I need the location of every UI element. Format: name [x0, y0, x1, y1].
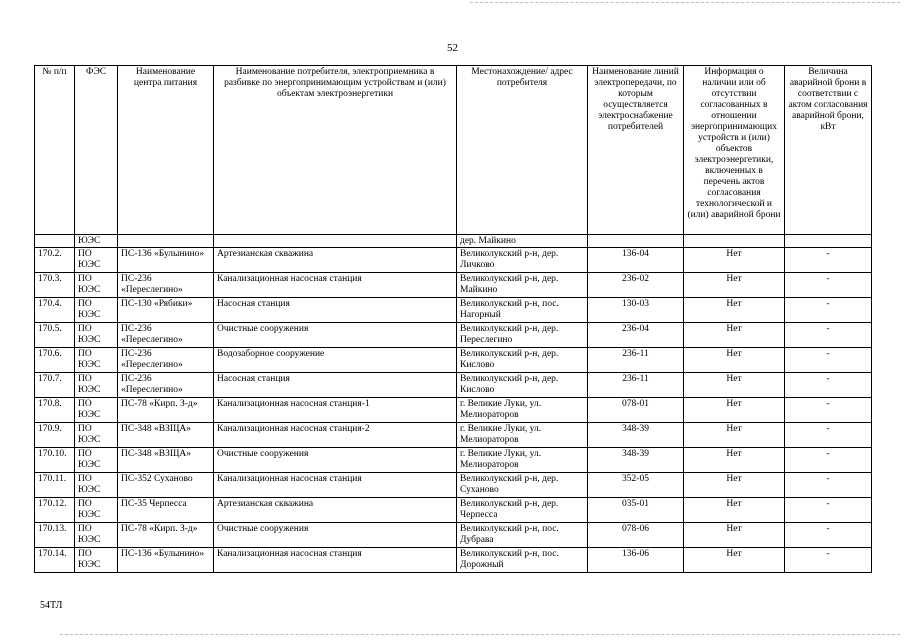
cell-reserve: -: [785, 548, 872, 573]
cell-reserve: -: [785, 348, 872, 373]
header-location: Местонахождение/ адрес потребителя: [457, 66, 588, 235]
cell-num: 170.8.: [35, 398, 75, 423]
cell-info: Нет: [684, 248, 785, 273]
cell-center: ПС-35 Черпесса: [118, 498, 214, 523]
cell-line: 352-05: [588, 473, 684, 498]
table-row: [35, 348, 872, 373]
cell-line: 348-39: [588, 448, 684, 473]
header-lines: Наименование линий электропередачи, по которым осуществляется электроснабжение потребителей: [588, 66, 684, 235]
cell-num: 170.12.: [35, 498, 75, 523]
cell-info: [684, 235, 785, 248]
cell-consumer: Артезианская скважина: [214, 498, 457, 523]
cell-location: Великолукский р-н, дер. Переслегино: [457, 323, 588, 348]
cell-info: Нет: [684, 298, 785, 323]
cell-center: ПС-236 «Переслегино»: [118, 348, 214, 373]
cell-line: 078-01: [588, 398, 684, 423]
header-consumer: Наименование потребителя, электроприемника в разбивке по энергопринимающим устройствам и (или) объектам электроэнергетики: [214, 66, 457, 235]
cell-num: 170.3.: [35, 273, 75, 298]
cell-line: [588, 235, 684, 248]
cell-center: ПС-236 «Переслегино»: [118, 373, 214, 398]
cell-consumer: Очистные сооружения: [214, 523, 457, 548]
cell-line: 136-04: [588, 248, 684, 273]
cell-consumer: Насосная станция: [214, 373, 457, 398]
page-number: 52: [447, 42, 458, 54]
cell-fes: ПО ЮЭС: [75, 273, 118, 298]
cell-num: 170.11.: [35, 473, 75, 498]
cell-num: 170.14.: [35, 548, 75, 573]
cell-fes: ПО ЮЭС: [75, 473, 118, 498]
cell-info: Нет: [684, 448, 785, 473]
cell-info: Нет: [684, 373, 785, 398]
cell-reserve: -: [785, 398, 872, 423]
table-row: [35, 248, 872, 273]
cell-consumer: Канализационная насосная станция-2: [214, 423, 457, 448]
header-center: Наименование центра питания: [118, 66, 214, 235]
table-row: [35, 298, 872, 323]
cell-info: Нет: [684, 398, 785, 423]
scan-artifact-bottom: [60, 634, 900, 636]
cell-fes: ПО ЮЭС: [75, 523, 118, 548]
cell-fes: ПО ЮЭС: [75, 423, 118, 448]
cell-line: 236-11: [588, 373, 684, 398]
table-row: [35, 273, 872, 298]
cell-line: 236-04: [588, 323, 684, 348]
cell-reserve: [785, 235, 872, 248]
table-row: [35, 373, 872, 398]
cell-consumer: Канализационная насосная станция: [214, 473, 457, 498]
table-row: [35, 523, 872, 548]
cell-reserve: -: [785, 448, 872, 473]
table-row: [35, 548, 872, 573]
header-reserve: Величина аварийной брони в соответствии с актом согласования аварийной брони, кВт: [785, 66, 872, 235]
cell-location: Великолукский р-н, дер. Кислово: [457, 373, 588, 398]
cell-fes: ПО ЮЭС: [75, 323, 118, 348]
table-row: [35, 423, 872, 448]
cell-line: 130-03: [588, 298, 684, 323]
cell-center: ПС-352 Суханово: [118, 473, 214, 498]
cell-reserve: -: [785, 373, 872, 398]
header-num: № п/п: [35, 66, 75, 235]
cell-consumer: [214, 235, 457, 248]
cell-fes: ПО ЮЭС: [75, 298, 118, 323]
cell-consumer: Водозаборное сооружение: [214, 348, 457, 373]
cell-num: 170.2.: [35, 248, 75, 273]
table-row: [35, 473, 872, 498]
table-row: [35, 448, 872, 473]
cell-num: 170.5.: [35, 323, 75, 348]
cell-num: 170.10.: [35, 448, 75, 473]
cell-consumer: Канализационная насосная станция-1: [214, 398, 457, 423]
cell-center: ПС-348 «ВЗЩА»: [118, 423, 214, 448]
cell-num: 170.13.: [35, 523, 75, 548]
cell-info: Нет: [684, 423, 785, 448]
cell-center: ПС-130 «Рябики»: [118, 298, 214, 323]
cell-fes: ПО ЮЭС: [75, 548, 118, 573]
cell-center: ПС-236 «Переслегино»: [118, 273, 214, 298]
cell-location: г. Великие Луки, ул. Мелиораторов: [457, 398, 588, 423]
cell-num: 170.7.: [35, 373, 75, 398]
scan-artifact-top: [470, 2, 900, 4]
cell-num: 170.6.: [35, 348, 75, 373]
cell-fes: ПО ЮЭС: [75, 248, 118, 273]
cell-location: дер. Майкино: [457, 235, 588, 248]
cell-center: ПС-236 «Переслегино»: [118, 323, 214, 348]
cell-consumer: Артезианская скважина: [214, 248, 457, 273]
cell-location: Великолукский р-н, дер. Кислово: [457, 348, 588, 373]
cell-reserve: -: [785, 498, 872, 523]
cell-location: г. Великие Луки, ул. Мелиораторов: [457, 448, 588, 473]
header-fes: ФЭС: [75, 66, 118, 235]
cell-info: Нет: [684, 548, 785, 573]
cell-reserve: -: [785, 523, 872, 548]
cell-line: 035-01: [588, 498, 684, 523]
cell-line: 078-06: [588, 523, 684, 548]
cell-location: Великолукский р-н, пос. Дубрава: [457, 523, 588, 548]
cell-reserve: -: [785, 323, 872, 348]
cell-reserve: -: [785, 298, 872, 323]
cell-info: Нет: [684, 348, 785, 373]
cell-location: г. Великие Луки, ул. Мелиораторов: [457, 423, 588, 448]
cell-consumer: Канализационная насосная станция: [214, 548, 457, 573]
header-info: Информация о наличии или об отсутствии согласованных в отношении энергопринимающих устройств и (или) объектов электроэнергетики, включенных в перечень актов согласования технологической и (или) аварийной брони: [684, 66, 785, 235]
cell-location: Великолукский р-н, пос. Дорожный: [457, 548, 588, 573]
cell-fes: ПО ЮЭС: [75, 448, 118, 473]
cell-reserve: -: [785, 473, 872, 498]
cell-center: ПС-78 «Кирп. З-д»: [118, 398, 214, 423]
cell-location: Великолукский р-н, дер. Майкино: [457, 273, 588, 298]
continuation-row: [35, 235, 872, 248]
consumer-table: [34, 65, 872, 573]
cell-num: [35, 235, 75, 248]
cell-consumer: Насосная станция: [214, 298, 457, 323]
cell-info: Нет: [684, 523, 785, 548]
cell-reserve: -: [785, 248, 872, 273]
cell-info: Нет: [684, 498, 785, 523]
cell-info: Нет: [684, 323, 785, 348]
cell-location: Великолукский р-н, дер. Личково: [457, 248, 588, 273]
cell-line: 136-06: [588, 548, 684, 573]
cell-consumer: Канализационная насосная станция: [214, 273, 457, 298]
header-row: [35, 66, 872, 235]
cell-location: Великолукский р-н, дер. Суханово: [457, 473, 588, 498]
cell-center: [118, 235, 214, 248]
cell-num: 170.9.: [35, 423, 75, 448]
cell-fes: ПО ЮЭС: [75, 348, 118, 373]
table-row: [35, 398, 872, 423]
cell-reserve: -: [785, 423, 872, 448]
cell-location: Великолукский р-н, дер. Черпесса: [457, 498, 588, 523]
table-row: [35, 323, 872, 348]
table-row: [35, 498, 872, 523]
footer-code: 54ТЛ: [40, 600, 63, 611]
cell-center: ПС-348 «ВЗЩА»: [118, 448, 214, 473]
cell-line: 236-02: [588, 273, 684, 298]
cell-consumer: Очистные сооружения: [214, 323, 457, 348]
cell-num: 170.4.: [35, 298, 75, 323]
cell-line: 236-11: [588, 348, 684, 373]
cell-line: 348-39: [588, 423, 684, 448]
cell-fes: ПО ЮЭС: [75, 498, 118, 523]
cell-center: ПС-136 «Булынино»: [118, 248, 214, 273]
cell-consumer: Очистные сооружения: [214, 448, 457, 473]
cell-center: ПС-78 «Кирп. З-д»: [118, 523, 214, 548]
cell-fes: ПО ЮЭС: [75, 373, 118, 398]
cell-reserve: -: [785, 273, 872, 298]
cell-fes: ПО ЮЭС: [75, 398, 118, 423]
cell-info: Нет: [684, 473, 785, 498]
cell-fes: ЮЭС: [75, 235, 118, 248]
cell-location: Великолукский р-н, пос. Нагорный: [457, 298, 588, 323]
cell-info: Нет: [684, 273, 785, 298]
cell-center: ПС-136 «Булынино»: [118, 548, 214, 573]
